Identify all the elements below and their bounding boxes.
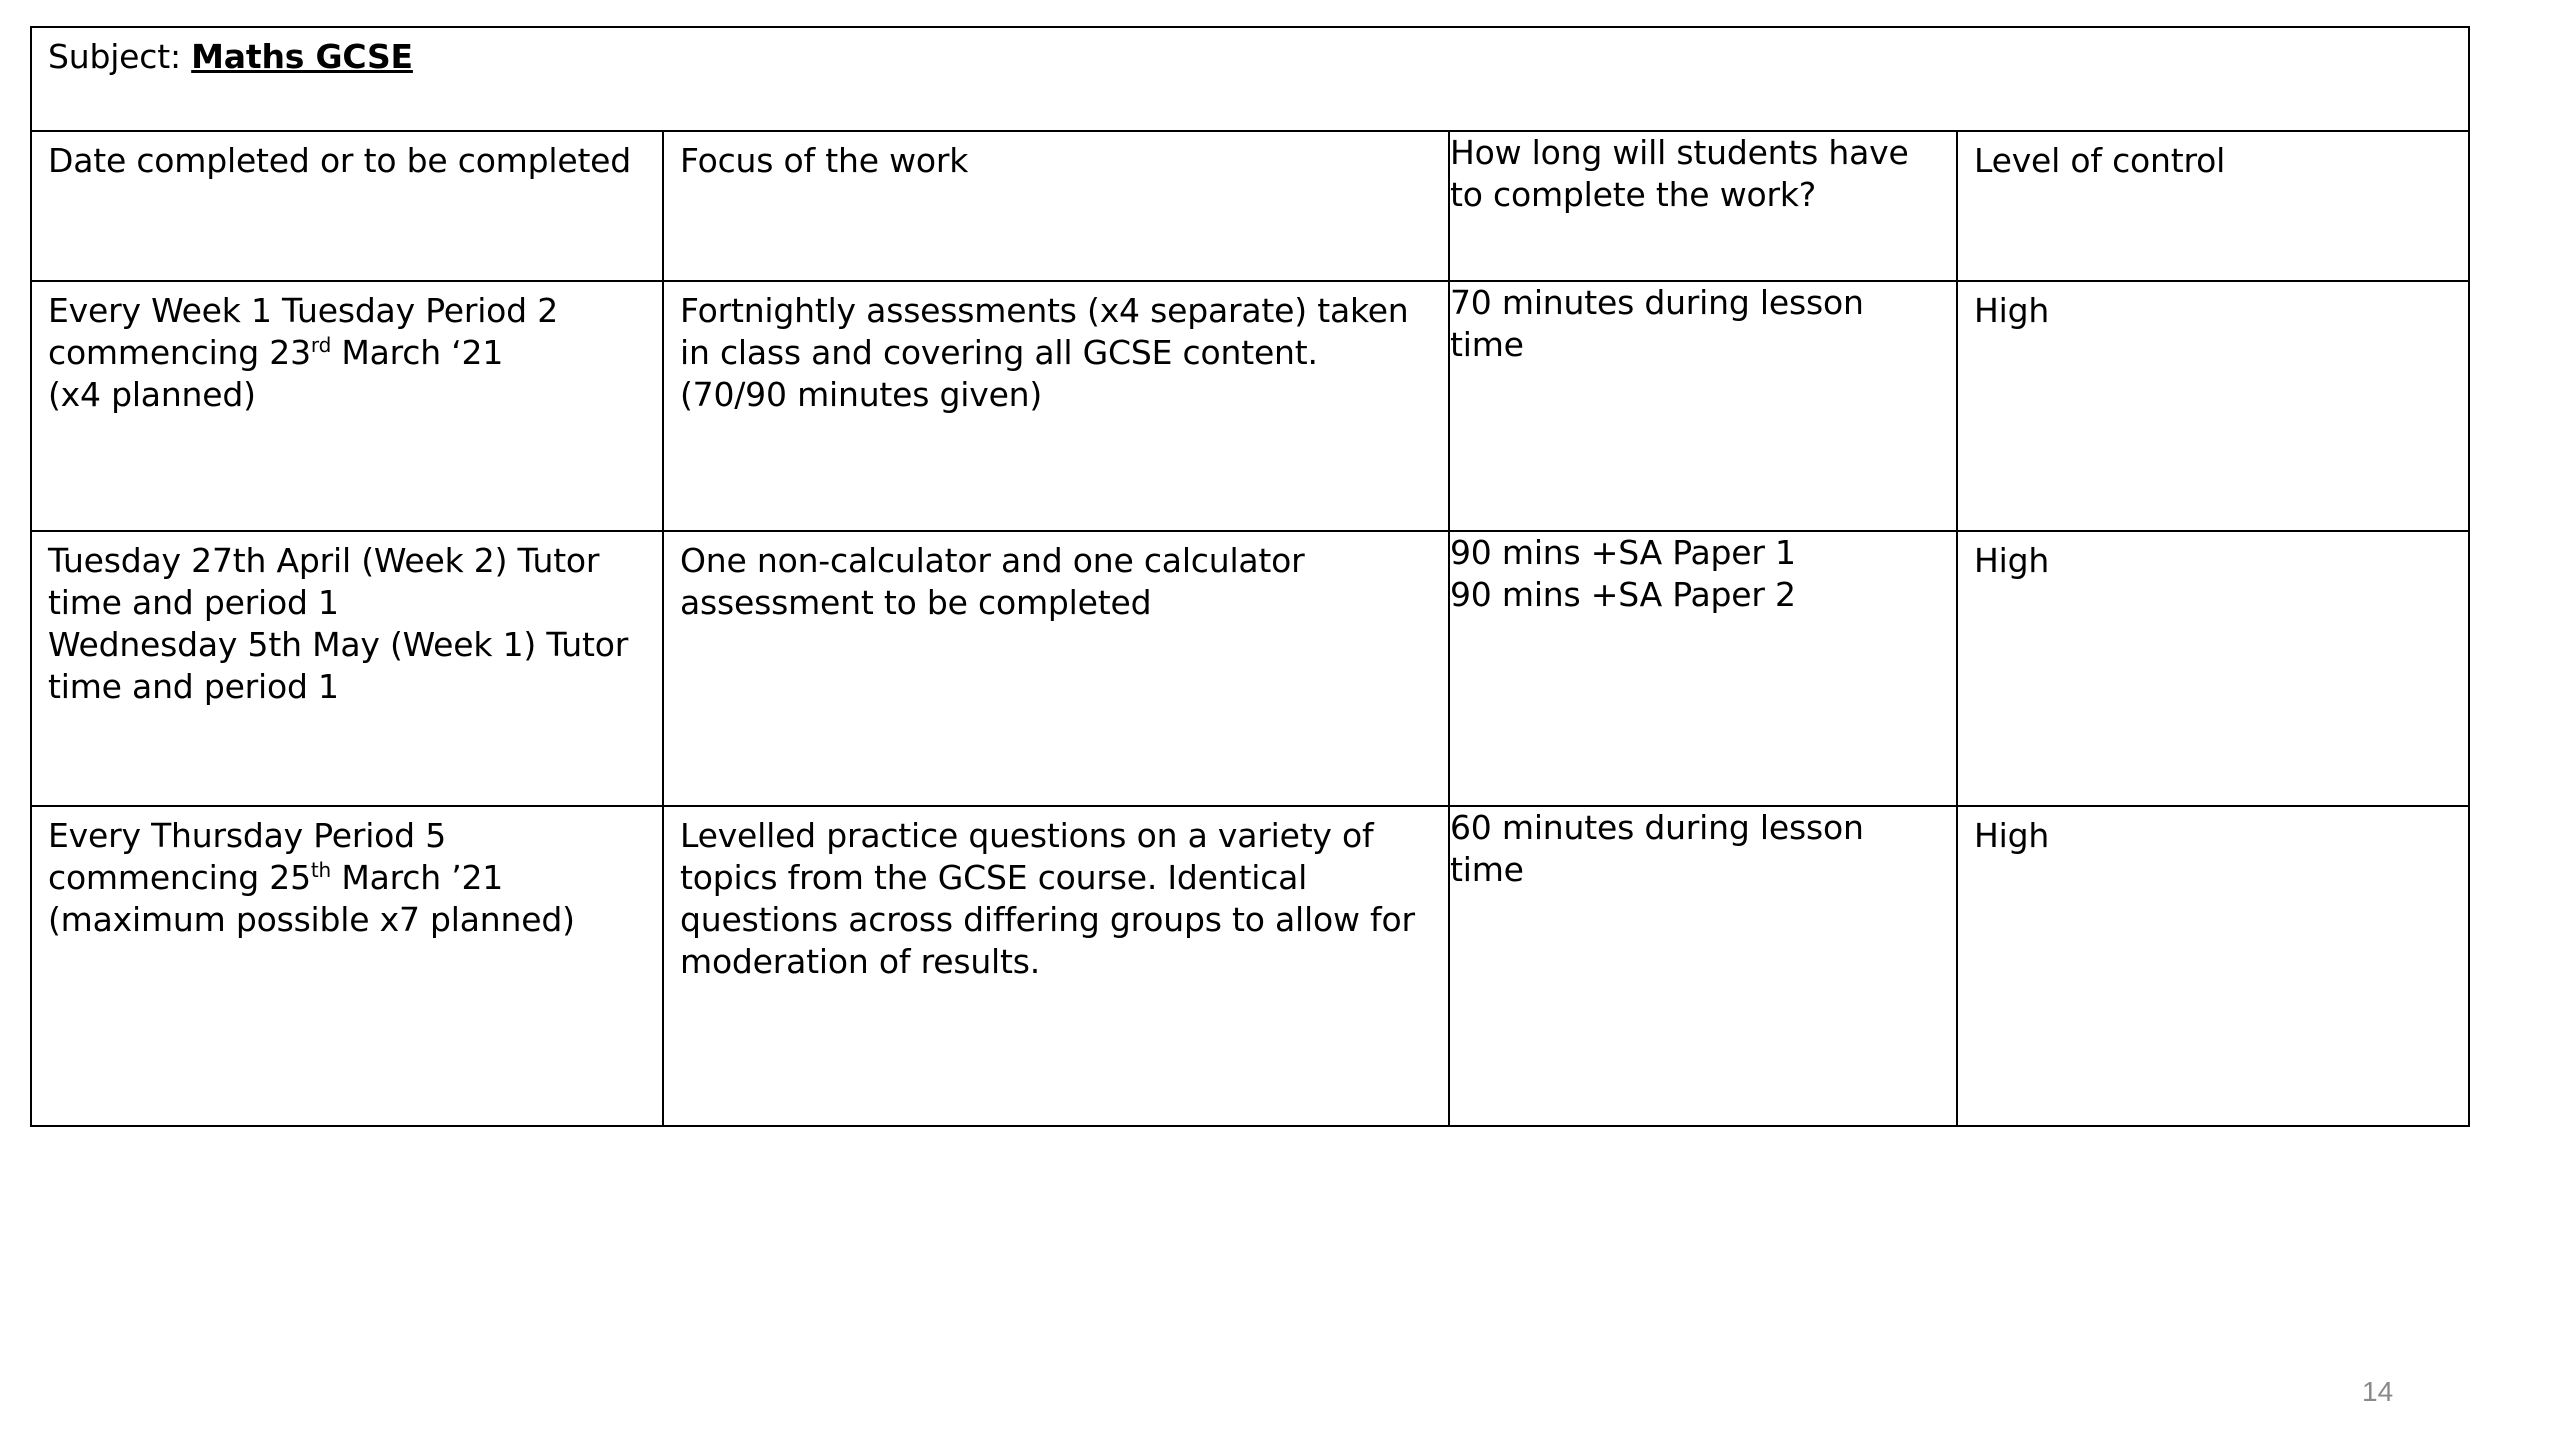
- duration-line: 90 mins +SA Paper 1: [1450, 533, 1796, 572]
- header-row: [31, 131, 2469, 281]
- duration-cell: [1449, 531, 1957, 806]
- duration-line: 90 mins +SA Paper 2: [1450, 575, 1796, 614]
- date-line: Every Week 1 Tuesday Period 2: [48, 291, 558, 330]
- duration-cell: [1449, 281, 1957, 531]
- date-text: Every Thursday Period 5 commencing 25th March ’21 (maximum possible x7 planned): [48, 816, 575, 939]
- control-cell: High: [1957, 281, 2469, 531]
- table-row: [31, 281, 2469, 531]
- assessment-table: [30, 26, 2470, 1127]
- date-cell: [31, 531, 663, 806]
- header-focus: Focus of the work: [663, 131, 1449, 281]
- table-row: [31, 531, 2469, 806]
- date-line: Wednesday 5th May (Week 1) Tutor time and period 1: [48, 625, 629, 706]
- header-duration: How long will students have to complete the work?: [1449, 131, 1957, 281]
- table-row: [31, 806, 2469, 1126]
- control-cell: High: [1957, 806, 2469, 1126]
- page-number: 14: [2362, 1376, 2394, 1407]
- duration-line: 60 minutes during lesson time: [1450, 808, 1864, 889]
- date-line: (x4 planned): [48, 375, 256, 414]
- focus-cell: One non-calculator and one calculator assessment to be completed: [663, 531, 1449, 806]
- control-cell: High: [1957, 531, 2469, 806]
- date-cell: [31, 281, 663, 531]
- header-control: Level of control: [1957, 131, 2469, 281]
- subject-row: [31, 27, 2469, 131]
- header-date: Date completed or to be completed: [31, 131, 663, 281]
- duration-cell: [1449, 806, 1957, 1126]
- duration-line: 70 minutes during lesson time: [1450, 283, 1864, 364]
- subject-cell: [31, 27, 2469, 131]
- date-line: Tuesday 27th April (Week 2) Tutor time and period 1: [48, 541, 600, 622]
- focus-cell: Fortnightly assessments (x4 separate) taken in class and covering all GCSE content. (70/90 minutes given): [663, 281, 1449, 531]
- focus-cell: Levelled practice questions on a variety of topics from the GCSE course. Identical questions across differing groups to allow for moderation of results.: [663, 806, 1449, 1126]
- date-cell: [31, 806, 663, 1126]
- subject-name: Maths GCSE: [191, 37, 413, 76]
- date-line: commencing 23rd March ‘21: [48, 333, 504, 372]
- subject-label: Subject:: [48, 37, 192, 76]
